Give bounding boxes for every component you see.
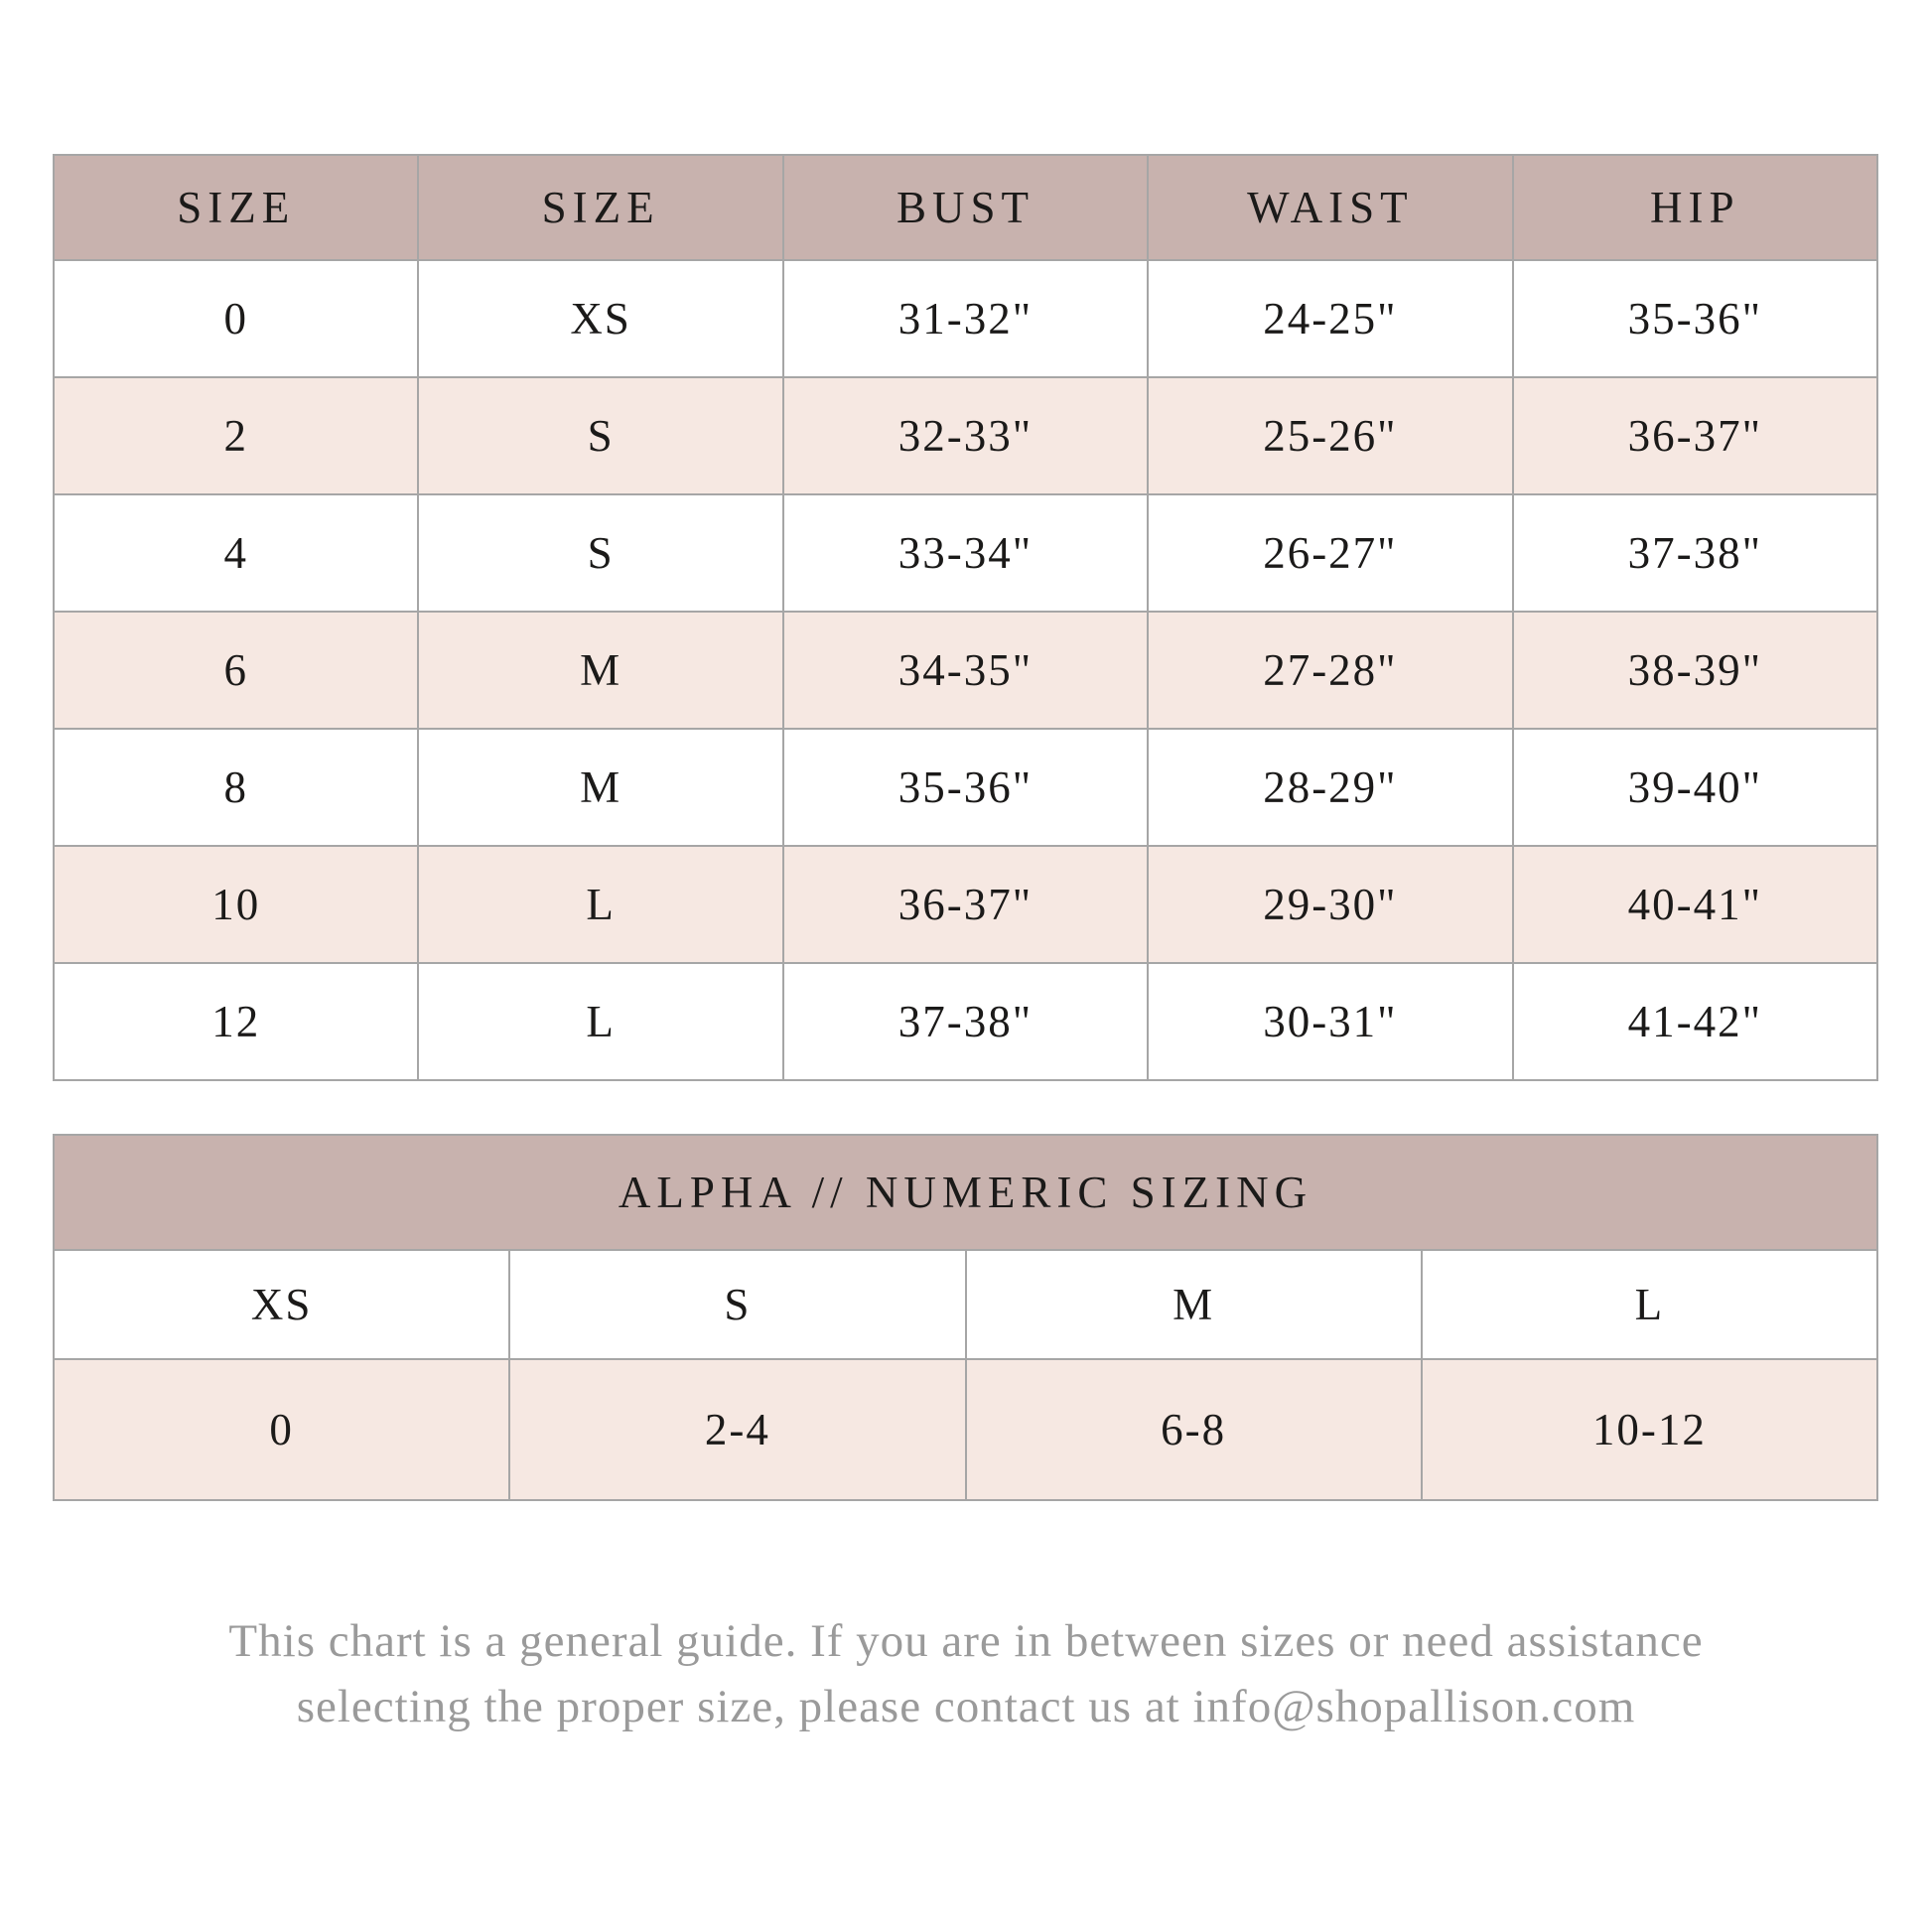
cell-size-numeric: 2	[54, 377, 418, 494]
cell-size-alpha: L	[418, 963, 782, 1080]
footer-note-line1: This chart is a general guide. If you are in between sizes or need assistance	[228, 1615, 1704, 1667]
column-header-size-alpha: SIZE	[418, 155, 782, 260]
cell-waist: 28-29"	[1148, 729, 1512, 846]
cell-size-numeric: 6	[54, 612, 418, 729]
cell-waist: 24-25"	[1148, 260, 1512, 377]
cell-waist: 26-27"	[1148, 494, 1512, 612]
cell-numeric-xs: 0	[54, 1359, 509, 1500]
size-row-12	[54, 963, 1877, 1080]
column-header-waist: WAIST	[1148, 155, 1512, 260]
cell-alpha-m: M	[966, 1250, 1422, 1359]
size-row-2	[54, 377, 1877, 494]
cell-numeric-m: 6-8	[966, 1359, 1422, 1500]
size-row-8	[54, 729, 1877, 846]
cell-size-alpha: M	[418, 729, 782, 846]
size-row-10	[54, 846, 1877, 963]
cell-hip: 35-36"	[1513, 260, 1877, 377]
cell-hip: 36-37"	[1513, 377, 1877, 494]
size-chart-table	[53, 154, 1878, 1081]
cell-waist: 27-28"	[1148, 612, 1512, 729]
cell-bust: 33-34"	[783, 494, 1148, 612]
cell-bust: 37-38"	[783, 963, 1148, 1080]
cell-numeric-l: 10-12	[1422, 1359, 1877, 1500]
column-header-hip: HIP	[1513, 155, 1877, 260]
alpha-numeric-title: ALPHA // NUMERIC SIZING	[54, 1135, 1877, 1250]
cell-size-alpha: S	[418, 494, 782, 612]
alpha-numeric-header-row	[54, 1135, 1877, 1250]
cell-bust: 35-36"	[783, 729, 1148, 846]
cell-alpha-xs: XS	[54, 1250, 509, 1359]
alpha-sizes-row	[54, 1250, 1877, 1359]
cell-waist: 25-26"	[1148, 377, 1512, 494]
cell-size-numeric: 8	[54, 729, 418, 846]
size-chart-header-row	[54, 155, 1877, 260]
cell-bust: 34-35"	[783, 612, 1148, 729]
cell-hip: 37-38"	[1513, 494, 1877, 612]
cell-hip: 39-40"	[1513, 729, 1877, 846]
cell-waist: 29-30"	[1148, 846, 1512, 963]
cell-alpha-s: S	[509, 1250, 965, 1359]
cell-alpha-l: L	[1422, 1250, 1877, 1359]
cell-size-alpha: XS	[418, 260, 782, 377]
cell-numeric-s: 2-4	[509, 1359, 965, 1500]
cell-bust: 31-32"	[783, 260, 1148, 377]
size-row-4	[54, 494, 1877, 612]
cell-size-alpha: L	[418, 846, 782, 963]
cell-size-alpha: S	[418, 377, 782, 494]
footer-note	[0, 1608, 1932, 1739]
size-row-0	[54, 260, 1877, 377]
cell-size-numeric: 12	[54, 963, 418, 1080]
cell-hip: 41-42"	[1513, 963, 1877, 1080]
cell-hip: 40-41"	[1513, 846, 1877, 963]
cell-size-alpha: M	[418, 612, 782, 729]
cell-size-numeric: 4	[54, 494, 418, 612]
footer-note-line2: selecting the proper size, please contact us at info@shopallison.com	[296, 1681, 1636, 1732]
cell-bust: 32-33"	[783, 377, 1148, 494]
numeric-sizes-row	[54, 1359, 1877, 1500]
cell-size-numeric: 0	[54, 260, 418, 377]
cell-waist: 30-31"	[1148, 963, 1512, 1080]
cell-size-numeric: 10	[54, 846, 418, 963]
cell-bust: 36-37"	[783, 846, 1148, 963]
column-header-size-numeric: SIZE	[54, 155, 418, 260]
alpha-numeric-table	[53, 1134, 1878, 1501]
column-header-bust: BUST	[783, 155, 1148, 260]
size-row-6	[54, 612, 1877, 729]
cell-hip: 38-39"	[1513, 612, 1877, 729]
